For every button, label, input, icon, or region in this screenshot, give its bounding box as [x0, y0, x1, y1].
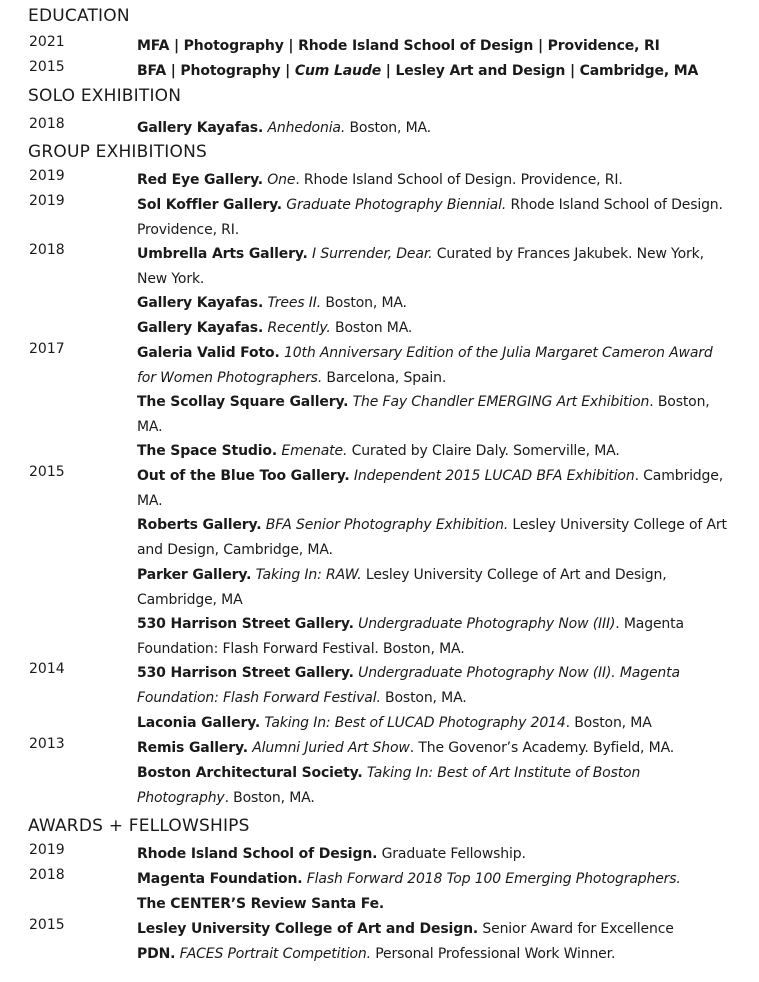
- entry-details: [137, 341, 727, 391]
- work-title: One: [267, 172, 296, 188]
- detail-text: Graduate Fellowship.: [377, 846, 526, 862]
- venue-name: Galeria Valid Foto.: [137, 345, 280, 361]
- venue-name: The CENTER’S Review Santa Fe.: [137, 896, 385, 912]
- entry-details: [137, 291, 727, 316]
- work-title: Alumni Juried Art Show: [252, 740, 410, 756]
- entry-year: 2013: [29, 736, 65, 752]
- work-title: 10th Anniversary Edition of the Julia Margaret Cameron Award for Women Photographers.: [137, 345, 713, 386]
- entry-details: [137, 736, 727, 761]
- entry-details: [137, 842, 727, 867]
- entry-details: [137, 612, 727, 662]
- entry-year: 2018: [29, 242, 65, 258]
- detail-text: . Magenta Foundation: Flash Forward Festival. Boston, MA.: [137, 616, 684, 657]
- detail-text: Lesley University College of Art and Design, Cambridge, MA.: [137, 517, 727, 558]
- entry-details: [137, 59, 727, 84]
- entry-details: [137, 563, 727, 613]
- entry-year: 2018: [29, 867, 65, 883]
- venue-name: 530 Harrison Street Gallery.: [137, 616, 354, 632]
- entry-year: 2019: [29, 193, 65, 209]
- entry-details: [137, 711, 727, 736]
- work-title: The Fay Chandler EMERGING Art Exhibition: [352, 394, 650, 410]
- venue-name: Out of the Blue Too Gallery.: [137, 468, 350, 484]
- work-title: Recently.: [267, 320, 331, 336]
- entry-year: 2017: [29, 341, 65, 357]
- entry-details: [137, 193, 727, 243]
- venue-name: Sol Koffler Gallery.: [137, 197, 282, 213]
- venue-name: Magenta Foundation.: [137, 871, 303, 887]
- work-title: BFA Senior Photography Exhibition.: [265, 517, 509, 533]
- entry-details: [137, 242, 727, 292]
- venue-name: PDN.: [137, 946, 176, 962]
- entry-details: [137, 464, 727, 514]
- entry-details: [137, 917, 727, 942]
- section-heading: EDUCATION: [28, 6, 130, 26]
- detail-text: Senior Award for Excellence: [478, 921, 674, 937]
- detail-text: Rhode Island School of Design. Providence, RI.: [137, 197, 723, 238]
- entry-year: 2015: [29, 59, 65, 75]
- detail-text: Barcelona, Spain.: [322, 370, 447, 386]
- entry-details: [137, 316, 727, 341]
- venue-name: Gallery Kayafas.: [137, 120, 264, 136]
- detail-text: Boston, MA.: [321, 295, 407, 311]
- detail-text: . Rhode Island School of Design. Providence, RI.: [295, 172, 623, 188]
- work-title: Undergraduate Photography Now (II). Magenta Foundation: Flash Forward Festival.: [137, 665, 680, 706]
- section-heading: AWARDS + FELLOWSHIPS: [28, 816, 250, 836]
- entry-details: [137, 116, 727, 141]
- work-title: Trees II.: [267, 295, 322, 311]
- detail-text: . Boston, MA.: [137, 394, 710, 435]
- venue-name: 530 Harrison Street Gallery.: [137, 665, 354, 681]
- detail-text: Boston, MA.: [380, 690, 467, 706]
- work-title: Undergraduate Photography Now (III): [358, 616, 616, 632]
- entry-details: [137, 942, 727, 967]
- detail-text: Curated by Frances Jakubek. New York, New York.: [137, 246, 704, 287]
- work-title: Anhedonia.: [267, 120, 346, 136]
- work-title: FACES Portrait Competition.: [179, 946, 371, 962]
- venue-name: The Space Studio.: [137, 443, 278, 459]
- detail-text: . Boston, MA: [565, 715, 652, 731]
- entry-details: [137, 892, 727, 917]
- entry-year: 2019: [29, 842, 65, 858]
- entry-year: 2015: [29, 464, 65, 480]
- entry-details: [137, 761, 727, 811]
- venue-name: BFA | Photography |: [137, 63, 295, 79]
- detail-text: Lesley University College of Art and Design, Cambridge, MA: [137, 567, 667, 608]
- venue-name: Umbrella Arts Gallery.: [137, 246, 308, 262]
- entry-details: [137, 661, 727, 711]
- detail-text: Personal Professional Work Winner.: [370, 946, 616, 962]
- entry-details: [137, 513, 727, 563]
- venue-name: Gallery Kayafas.: [137, 320, 264, 336]
- venue-name: Gallery Kayafas.: [137, 295, 264, 311]
- entry-year: 2019: [29, 168, 65, 184]
- detail-text: . The Govenor’s Academy. Byfield, MA.: [409, 740, 675, 756]
- venue-name: Roberts Gallery.: [137, 517, 262, 533]
- entry-year: 2018: [29, 116, 65, 132]
- section-heading: GROUP EXHIBITIONS: [28, 142, 208, 162]
- entry-year: 2015: [29, 917, 65, 933]
- work-title: Taking In: Best of LUCAD Photography 2014: [264, 715, 566, 731]
- entry-details: [137, 867, 727, 892]
- venue-name: Red Eye Gallery.: [137, 172, 263, 188]
- detail-text: Boston, MA.: [345, 120, 431, 136]
- entry-details: [137, 390, 727, 440]
- venue-name: Lesley University College of Art and Design.: [137, 921, 479, 937]
- entry-year: 2014: [29, 661, 65, 677]
- venue-name: MFA | Photography | Rhode Island School of Design | Providence, RI: [137, 38, 660, 54]
- work-title: Graduate Photography Biennial.: [286, 197, 507, 213]
- work-title: Taking In: Best of Art Institute of Boston Photography: [137, 765, 641, 806]
- work-title: Independent 2015 LUCAD BFA Exhibition: [353, 468, 635, 484]
- detail-text: . Boston, MA.: [224, 790, 315, 806]
- entry-details: [137, 439, 727, 464]
- work-title: Taking In: RAW.: [255, 567, 362, 583]
- venue-name: Laconia Gallery.: [137, 715, 261, 731]
- detail-text: Curated by Claire Daly. Somerville, MA.: [347, 443, 620, 459]
- work-title: I Surrender, Dear.: [312, 246, 433, 262]
- venue-name: Boston Architectural Society.: [137, 765, 363, 781]
- venue-name: Remis Gallery.: [137, 740, 248, 756]
- detail-text: Boston MA.: [330, 320, 413, 336]
- section-heading: SOLO EXHIBITION: [28, 86, 182, 106]
- venue-name: The Scollay Square Gallery.: [137, 394, 349, 410]
- venue-name: | Lesley Art and Design | Cambridge, MA: [381, 63, 699, 79]
- detail-text: . Cambridge, MA.: [137, 468, 724, 509]
- work-title: Cum Laude: [294, 63, 382, 79]
- work-title: Flash Forward 2018 Top 100 Emerging Photographers.: [306, 871, 681, 887]
- entry-details: [137, 34, 727, 59]
- entry-details: [137, 168, 727, 193]
- venue-name: Rhode Island School of Design.: [137, 846, 378, 862]
- venue-name: Parker Gallery.: [137, 567, 252, 583]
- entry-year: 2021: [29, 34, 65, 50]
- work-title: Emenate.: [281, 443, 348, 459]
